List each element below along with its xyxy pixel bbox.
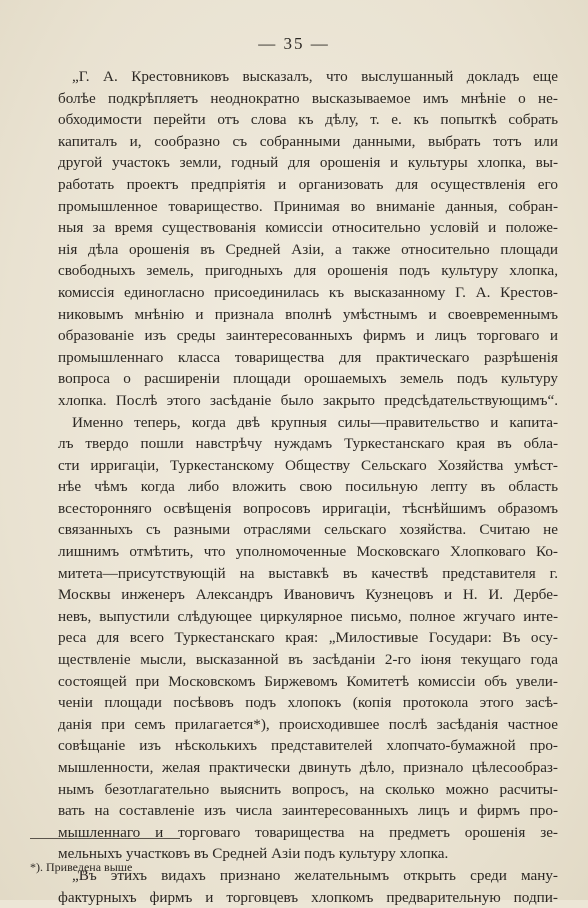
text-line: вопроса о расширеніи площади орошаемыхъ земель подъ культуру bbox=[58, 370, 558, 388]
text-line: вать на составленіе изъ числа заинтересованныхъ лицъ и фирмъ про- bbox=[58, 802, 558, 820]
text-line: Именно теперь, когда двѣ крупныя силы—правительство и капита- bbox=[72, 413, 558, 431]
paragraph-3 bbox=[58, 865, 558, 908]
text-line: свободныхъ земель, пригодныхъ для орошенія подъ культуру хлопка, bbox=[58, 262, 558, 280]
footnote-divider bbox=[30, 838, 180, 839]
text-line: мельныхъ участковъ въ Средней Азіи подъ культуру хлопка. bbox=[58, 845, 449, 863]
paragraph-1 bbox=[58, 66, 558, 412]
text-line: всесторонняго освѣщенія вопросовъ ирригаціи, тѣснѣйшимъ образомъ bbox=[58, 499, 558, 517]
text-line: обходимости перейти отъ слова къ дѣлу, т. е. къ попыткѣ собрать bbox=[58, 111, 558, 129]
text-line: совѣщаніе изъ нѣсколькихъ представителей хлопчато-бумажной про- bbox=[58, 737, 558, 755]
text-line: образованіе изъ среды заинтересованныхъ фирмъ и лицъ торговаго и bbox=[58, 327, 558, 345]
text-line: нымъ безотлагательно выяснить вопросъ, на сколько можно расчиты- bbox=[58, 780, 558, 798]
text-line: состоящей при Московскомъ Биржевомъ Комитетѣ комиссіи объ увели- bbox=[58, 672, 558, 690]
text-line: промышленнаго класса товарищества для практическаго разрѣшенія bbox=[58, 348, 558, 366]
page-number: — 35 — bbox=[258, 34, 330, 53]
body-text bbox=[58, 66, 558, 908]
text-line: ныя за время существованія комиссіи относительно условій и положе- bbox=[58, 219, 558, 237]
text-line: промышленное товарищество. Принимая во вниманіе данныя, собран- bbox=[58, 197, 558, 215]
text-line: комиссія единогласно присоединилась къ высказанному Г. А. Крестов- bbox=[58, 283, 558, 301]
text-line: реса для всего Туркестанскаго края: „Милостивые Государи: Въ осу- bbox=[58, 629, 558, 647]
text-line: лишнимъ отмѣтить, что уполномоченные Московскаго Хлопковаго Ко- bbox=[58, 543, 558, 561]
text-line: ществленіе мысли, высказанной въ засѣданіи 2-го іюня текущаго года bbox=[58, 651, 558, 669]
text-line: лъ твердо пошли навстрѣчу нуждамъ Туркестанскаго края въ обла- bbox=[58, 435, 558, 453]
text-line: работать проектъ предпріятія и организовать для осуществленія его bbox=[58, 175, 558, 193]
text-line: данія при семъ прилагается*), происходившее послѣ засѣданія частное bbox=[58, 715, 558, 733]
text-line: Москвы инженеръ Александръ Ивановичъ Кузнецовъ и Н. И. Дербе- bbox=[58, 586, 558, 604]
text-line: капиталъ и, сообразно съ собранными данными, выбрать тотъ или bbox=[58, 132, 558, 150]
text-line: „Г. А. Крестовниковъ высказалъ, что выслушанный докладъ еще bbox=[72, 68, 558, 85]
text-line: невъ, выпустили слѣдующее циркулярное письмо, полное жгучаго инте- bbox=[58, 607, 558, 625]
text-line: мышленности, желая практически двинуть дѣло, признало цѣлесообраз- bbox=[58, 759, 558, 776]
text-line: мышленнаго и торговаго товарищества на предметъ орошенія зе- bbox=[58, 823, 558, 841]
text-line: нія дѣла орошенія въ Средней Азіи, а также относительно площади bbox=[58, 240, 558, 258]
paragraph-2 bbox=[58, 412, 558, 865]
text-line: сти ирригаціи, Туркестанскому Обществу Сельскаго Хозяйства умѣст- bbox=[58, 456, 558, 474]
text-line: митета—присутствующій на выставкѣ въ качествѣ представителя г. bbox=[58, 564, 558, 582]
text-line: ченіи площади посѣвовъ подъ хлопокъ (копія протокола этого засѣ- bbox=[58, 694, 558, 712]
text-line: другой участокъ земли, годный для орошенія и культуры хлопка, вы- bbox=[58, 154, 558, 172]
text-line: фактурныхъ фирмъ и торговцевъ хлопкомъ предварительную подпи- bbox=[58, 888, 558, 906]
text-line: хлопка. Послѣ этого засѣданіе было закрыто предсѣдательствующимъ“. bbox=[58, 391, 558, 409]
text-line: связанныхъ съ разными отраслями сельскаго хозяйства. Считаю не bbox=[58, 521, 558, 539]
footnote: *). Приведена выше bbox=[30, 860, 133, 874]
text-line: никовымъ мнѣнію и признала вполнѣ умѣстнымъ и своевременнымъ bbox=[58, 305, 558, 323]
text-line: „Въ этихъ видахъ признано желательнымъ открыть среди ману- bbox=[72, 866, 558, 884]
text-line: болѣе подкрѣпляетъ неоднократно высказываемое имъ мнѣніе о не- bbox=[58, 89, 558, 107]
text-line: нѣе чѣмъ когда либо вложить свою посильную лепту въ область bbox=[58, 478, 558, 496]
